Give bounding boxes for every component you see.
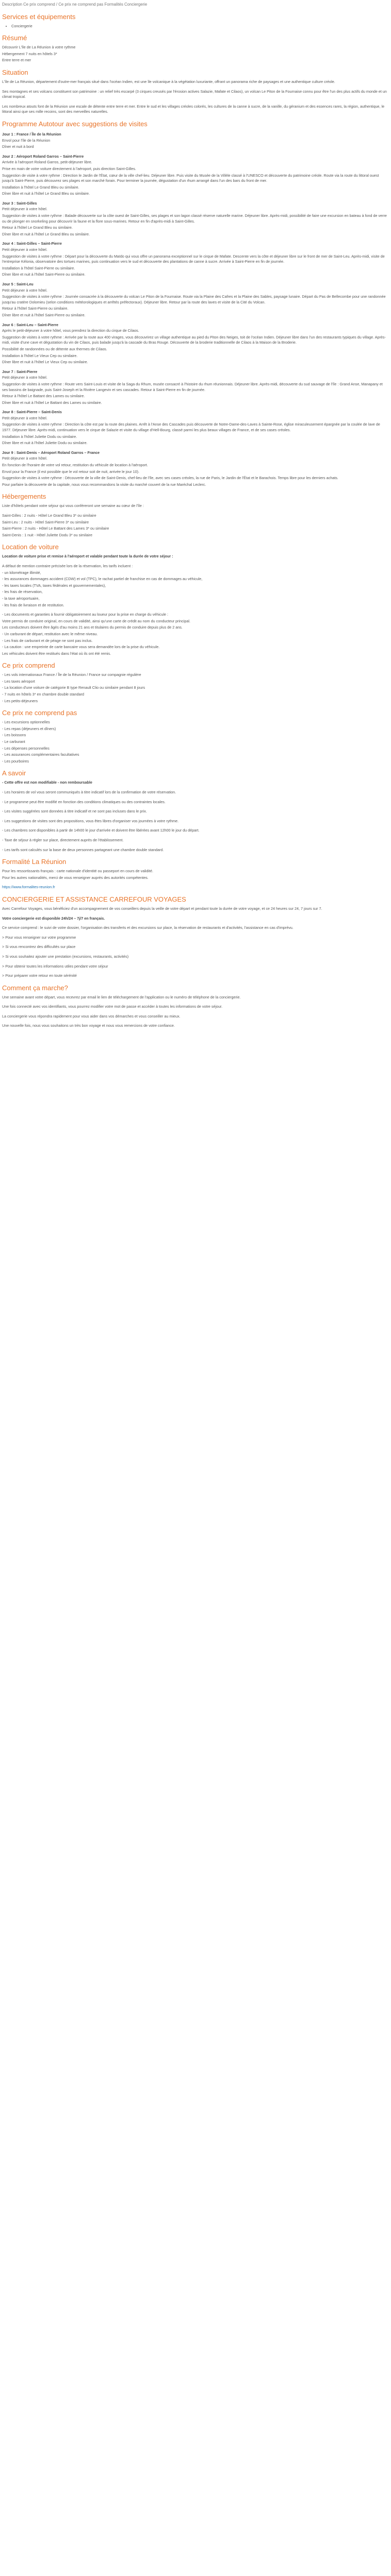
day-title: Jour 7 : Saint-Pierre [2, 369, 38, 374]
formalites-link[interactable]: https://www.formalites-reunion.fr [2, 885, 55, 890]
conciergerie-title: CONCIERGERIE ET ASSISTANCE CARREFOUR VOYAGES [2, 895, 186, 903]
conciergerie-line: Avec Carrefour Voyages, vous bénéficiez d'un accompagnement de vos conseillers depuis la veille de votre départ et pendant toute la durée de votre voyage, et ce 24 heures sur 24, 7 jours sur 7. [2, 906, 322, 911]
a-savoir-line: - Cette offre est non modifiable - non remboursable [2, 780, 92, 785]
a-savoir-line: - Les visites suggérées sont données à titre indicatif et ne sont pas incluses dans le prix. [2, 809, 147, 814]
day-title: Jour 6 : Saint-Leu – Saint-Pierre [2, 322, 59, 327]
day-title: Jour 5 : Saint-Leu [2, 282, 34, 286]
location-line: Votre permis de conduire original, en cours de validité, ainsi qu'une carte de crédit au nom du conducteur principal. [2, 618, 190, 623]
a-savoir-line: - Le programme peut être modifié en fonction des conditions climatiques ou des contraintes locales. [2, 799, 166, 804]
location-line: - les frais de réservation, [2, 589, 43, 595]
comment-line: Une semaine avant votre départ, vous recevrez par email le lien de téléchargement de l'application ou le numéro de téléphone de la conciergerie. [2, 994, 241, 999]
a-savoir-line: - Les chambres sont disponibles à partir de 14h00 le jour d'arrivée et doivent être libérées avant 12h00 le jour du départ. [2, 828, 200, 833]
comment-title: Comment ça marche? [2, 984, 68, 992]
situation-paragraph: Ses montagnes et ses volcans constituent son patrimoine : un relief très escarpé (3 cirques creusés par l'érosion actives Salazie, Mafate et Cilaos), un volcan Le Piton de la Fournaise connu pour être l'un des plus actifs du monde et un climat tropical. [2, 89, 387, 99]
prix-comprend-line: - Les petits-déjeuners [2, 698, 38, 703]
programme-day [2, 450, 389, 488]
hebergement-line: Saint-Pierre : 2 nuits - Hôtel Le Battant des Lames 3* ou similaire [2, 526, 109, 531]
location-line: - la taxe aéroportuaire, [2, 596, 40, 601]
day-line: Petit déjeuner à votre hôtel. [2, 375, 47, 380]
services-item: • Conciergerie [11, 24, 389, 29]
programme-day [2, 201, 389, 238]
day-line: Suggestion de visites à votre rythme : Arrivée par la route aux 400 virages, vous découvrirez un village authentique au pied du Piton des Neiges, toit de l'océan Indien. Déjeuner libre dans l'un des restaurants typiques du village. Après-midi, visite d'une cave et dégustation du vin de Cilaos, puis balade jusqu'à la cascade du Bras Rouge. Découverte de la broderie traditionnelle de Cilaos à la Maison de la Broderie. [2, 334, 386, 345]
prix-comprend-line: - La location d'une voiture de catégorie B type Renault Clio ou similaire pendant 8 jours [2, 685, 145, 690]
location-line: - Un carburant de départ, restitution avec le même niveau. [2, 631, 98, 636]
day-line: Envol pour l'île de la Réunion [2, 138, 51, 143]
prix-ne-comprend-title: Ce prix ne comprend pas [2, 709, 77, 717]
hebergement-line: Saint-Gilles : 2 nuits - Hôtel Le Grand Bleu 3* ou similaire [2, 513, 96, 518]
prix-comprend-title: Ce prix comprend [2, 662, 55, 670]
day-line: Dîner libre et nuit à l'hôtel Saint-Pierre ou similaire. [2, 272, 86, 277]
day-line: Possibilité de randonnées ou de détente aux thermes de Cilaos. [2, 346, 107, 351]
day-line: Pour parfaire la découverte de la capitale, nous vous recommandons la visite du marché couvert de la rue Maréchal Leclerc. [2, 482, 206, 487]
day-line: Dîner libre et nuit à l'hôtel Le Battant des Lames ou similaire. [2, 400, 102, 405]
location-line: - les assurances dommages accident (CDW) et vol (TPC), le rachat partiel de franchise en cas de dommages au véhicule, [2, 577, 203, 582]
resume-line: Hébergement 7 nuits en hôtels 3* [2, 51, 57, 56]
a-savoir-line: - Taxe de séjour à régler sur place, directement auprès de l'établissement. [2, 837, 124, 842]
day-title: Jour 2 : Aéroport Roland Garros – Saint-Pierre [2, 154, 84, 159]
resume-title: Résumé [2, 34, 27, 42]
programme-day [2, 323, 389, 365]
prix-ne-comprend-line: - Les boissons [2, 733, 26, 738]
conciergerie-line: > Pour obtenir toutes les informations utiles pendant votre séjour [2, 963, 108, 969]
programme-title: Programme Autotour avec suggestions de visites [2, 120, 148, 128]
location-line: - les frais de livraison et de restitution. [2, 602, 64, 607]
day-line: Petit déjeuner à votre hôtel. [2, 207, 47, 212]
a-savoir-title: A savoir [2, 769, 26, 777]
day-line: Retour à l'hôtel Saint-Pierre ou similaire. [2, 306, 69, 311]
day-line: Dîner libre et nuit à l'hôtel Juliette Dodu ou similaire. [2, 440, 88, 446]
conciergerie-line: > Si vous rencontrez des difficultés sur place [2, 944, 76, 950]
resume-line: Découvrir L'île de La Réunion à votre rythme [2, 45, 76, 50]
formalites-line: Pour les autres nationalités, merci de vous renseigner auprès des autorités compétentes. [2, 875, 149, 880]
services-title: Services et équipements [2, 12, 76, 21]
programme-day [2, 410, 389, 446]
prix-comprend-line: - 7 nuits en hôtels 3* en chambre double standard [2, 692, 85, 697]
day-line: Dîner libre et nuit à l'hôtel Le Grand Bleu ou similaire. [2, 191, 90, 196]
formalites-title: Formalité La Réunion [2, 858, 67, 866]
comment-line: Une nouvelle fois, nous vous souhaitons un très bon voyage et nous vous remercions de votre confiance. [2, 1023, 175, 1028]
day-line: Suggestion de visite à votre rythme : Direction le Jardin de l'État, cœur de la ville chef-lieu. Déjeuner libre. Puis visite du Musée de la Villèle classé à l'UNESCO et découverte du patrimoine créole. Route via la route du littoral ouest jusqu'à Saint-Pierre, puis découvrez ses plages et son marché forain. Pour terminer la journée, dégustation d'un rhum arrangé dans l'un des bars du front de mer. [2, 173, 379, 183]
day-line: Installation à l'hôtel Le Vieux Cep ou similaire. [2, 353, 78, 358]
prix-comprend-line: - Les vols internationaux France / Île de la Réunion / France sur compagnie régulière [2, 672, 141, 677]
location-title: Location de voiture [2, 543, 59, 551]
day-title: Jour 4 : Saint-Gilles – Saint-Pierre [2, 241, 62, 246]
day-line: Petit déjeuner à votre hôtel. [2, 287, 47, 293]
prix-ne-comprend-line: - Les dépenses personnelles [2, 745, 50, 751]
conciergerie-line: Ce service comprend : le suivi de votre dossier, l'organisation des transferts et des excursions sur place, la réservation de restaurants et d'activités, l'assistance en cas d'imprévu. [2, 925, 294, 930]
comment-line: La conciergerie vous répondra rapidement pour vous aider dans vos démarches et vous conseiller au mieux. [2, 1013, 181, 1019]
day-line: Retour à l'hôtel Le Grand Bleu ou similaire. [2, 225, 73, 230]
day-line: Arrivée à l'aéroport Roland Garros, petit-déjeuner libre. [2, 160, 92, 165]
day-line: Dîner libre et nuit à l'hôtel Le Grand Bleu ou similaire. [2, 231, 90, 236]
programme-day [2, 369, 389, 406]
a-savoir-line: - Les suggestions de visites sont des propositions, vous êtes libres d'organiser vos journées à votre rythme. [2, 818, 179, 823]
prix-ne-comprend-line: - Le carburant [2, 739, 25, 744]
resume-line: Entre terre et mer [2, 58, 31, 63]
location-line: - les taxes locales (TVA, taxes fédérales et gouvernementales), [2, 583, 106, 588]
prix-ne-comprend-line: - Les pourboires [2, 758, 29, 764]
day-line: Retour à l'hôtel Le Battant des Lames ou similaire. [2, 394, 85, 399]
programme-day [2, 241, 389, 278]
programme-day [2, 132, 389, 150]
day-line: Prise en main de votre voiture directement à l'aéroport, puis direction Saint-Gilles. [2, 166, 136, 171]
conciergerie-line: Votre conciergerie est disponible 24h/24 – 7j/7 en français. [2, 916, 105, 921]
comment-line: Une fois connecté avec vos identifiants, vous pourrez modifier votre mot de passe et accéder à toutes les informations de votre séjour. [2, 1004, 223, 1009]
hebergements-title: Hébergements [2, 493, 46, 501]
location-intro: Location de voiture prise et remise à l'aéroport et valable pendant toute la durée de votre séjour : [2, 554, 173, 559]
day-line: Après le petit-déjeuner à votre hôtel, vous prendrez la direction du cirque de Cilaos. [2, 328, 139, 333]
prix-ne-comprend-line: - Les repas (déjeuners et dîners) [2, 726, 56, 731]
conciergerie-line: > Si vous souhaitez ajouter une prestation (excursions, restaurants, activités) [2, 954, 129, 959]
services-list [11, 24, 389, 29]
formalites-line: Pour les ressortissants français : carte nationale d'identité ou passeport en cours de validité. [2, 869, 154, 874]
location-line: - Les frais de carburant et de péage ne sont pas inclus. [2, 638, 93, 643]
day-line: Suggestion de visites à votre rythme : Route vers Saint-Louis et visite de la Saga du Rhum, musée consacré à l'histoire du rhum réunionnais. Déjeuner libre. Après-midi, découverte du sud sauvage de l'île : Grand Anse, Manapany et ses bassins de baignade, puis Saint-Joseph et la Rivière Langevin et ses cascades. Retour à Saint-Pierre en fin de journée. [2, 381, 383, 392]
hebergement-line: Saint-Leu : 2 nuits - Hôtel Saint-Pierre 3* ou similaire [2, 519, 89, 524]
day-title: Jour 1 : France / Île de la Réunion [2, 131, 61, 137]
day-line: Installation à l'hôtel Saint-Pierre ou similaire. [2, 265, 75, 270]
day-line: Suggestion de visites à votre rythme : Découverte de la ville de Saint-Denis, chef-lieu de l'île, avec ses cases créoles, la rue de Paris, le Jardin de l'État et le Barachois. Temps libre pour les derniers achats. [2, 476, 338, 481]
situation-paragraph: L'île de La Réunion, département d'outre-mer français situé dans l'océan Indien, est une île volcanique à la végétation luxuriante, offrant un panorama riche de paysages et une authentique culture créole. [2, 79, 335, 84]
day-line: Suggestion de visites à votre rythme : Journée consacrée à la découverte du volcan Le Piton de la Fournaise. Route via la Plaine des Cafres et la Plaine des Sables, paysage lunaire. Départ du Pas de Bellecombe pour une randonnée jusqu'au cratère Dolomieu (selon conditions météorologiques et arrêtés préfectoraux). Déjeuner libre. Retour par la route des laves et visite de la Cité du Volcan. [2, 294, 386, 304]
prix-comprend-line: - Les taxes aéroport [2, 679, 35, 684]
prix-ne-comprend-line: - Les assurances complémentaires facultatives [2, 752, 79, 757]
prix-ne-comprend-line: - Les excursions optionnelles [2, 720, 50, 725]
day-line: Suggestion de visites à votre rythme : Départ pour la découverte du Maïdo qui vous offre un panorama exceptionnel sur le cirque de Mafate. Descente vers la côte et déjeuner libre sur le front de mer de Saint-Leu. Après-midi, visite de l'entreprise Kélonia, observatoire des tortues marines, puis continuation vers le sud et découverte des plantations de canne à sucre. Arrivée à Saint-Pierre en fin de journée. [2, 253, 385, 264]
day-title: Jour 8 : Saint-Pierre – Saint-Denis [2, 410, 62, 415]
location-line: - un kilométrage illimité, [2, 570, 41, 575]
a-savoir-line: - Les tarifs sont calculés sur la base de deux personnes partageant une chambre double standard. [2, 847, 164, 852]
day-line: Petit déjeuner à votre hôtel. [2, 247, 47, 252]
day-line: Envol pour la France (il est possible que le vol retour soit de nuit, arrivée le jour 10). [2, 469, 140, 474]
location-line: Les conducteurs doivent être âgés d'au moins 21 ans et titulaires du permis de conduire depuis plus de 2 ans. [2, 625, 183, 630]
a-savoir-line: - Les horaires de vol vous seront communiqués à titre indicatif lors de la confirmation de votre réservation. [2, 790, 176, 794]
conciergerie-line: > Pour préparer votre retour en toute sérénité [2, 973, 77, 978]
day-line: Dîner et nuit à bord [2, 144, 34, 149]
day-line: Dîner libre et nuit à l'hôtel Saint-Pierre ou similaire. [2, 312, 86, 317]
hebergements-intro: Liste d'hôtels pendant votre séjour qui vous conféreront une semaine au cœur de l'île : [2, 503, 144, 509]
day-line: Dîner libre et nuit à l'hôtel Le Vieux Cep ou similaire. [2, 360, 88, 365]
situation-paragraph: Les nombreux atouts font de la Réunion une escale de détente entre terre et mer. Entre le sud et les villages créoles colorés, les cultures de la canne à sucre, de la vanille, du géranium et des essences rares, la région, authentique, le littoral ainsi que ses mille recoins, sont des merveilles naturelles. [2, 104, 385, 114]
programme-day [2, 282, 389, 318]
location-line: Les véhicules doivent être restitués dans l'état où ils ont été remis. [2, 651, 111, 656]
day-line: Suggestion de visites à votre rythme : Balade découverte sur la côte ouest de Saint-Gilles, ses plages et son lagon classé réserve naturelle marine. Déjeuner libre. Après-midi, possibilité de faire une excursion en bateau à fond de verre ou de plonger en snorkeling pour découvrir la faune et la flore sous-marines. Retour en fin d'après-midi à Saint-Gilles. [2, 213, 387, 224]
day-line: Installation à l'hôtel Le Grand Bleu ou similaire. [2, 184, 79, 190]
day-line: Petit déjeuner à votre hôtel. [2, 456, 47, 461]
day-title: Jour 3 : Saint-Gilles [2, 200, 37, 206]
conciergerie-line: > Pour vous renseigner sur votre programme [2, 935, 76, 940]
hebergement-line: Saint-Denis : 1 nuit - Hôtel Juliette Dodu 3* ou similaire [2, 532, 92, 537]
situation-title: Situation [2, 68, 28, 76]
day-line: Installation à l'hôtel Juliette Dodu ou similaire. [2, 434, 77, 439]
day-line: Suggestion de visites à votre rythme : Direction la côte est par la route des plaines. Arrêt à l'Anse des Cascades puis découverte de Notre-Dame-des-Laves à Sainte-Rose, église miraculeusement épargnée par la coulée de lave de 1977. Déjeuner libre. Après-midi, continuation vers le cirque de Salazie et visite du village d'Hell-Bourg, classé parmi les plus beaux villages de France, et de ses cases créoles. [2, 422, 380, 433]
day-line: Petit déjeuner à votre hôtel. [2, 415, 47, 420]
location-line: A défaut de mention contraire précisée lors de la réservation, les tarifs incluent : [2, 563, 133, 568]
location-line: - La caution : une empreinte de carte bancaire vous sera demandée lors de la prise du véhicule. [2, 645, 160, 650]
location-line: - Les documents et garanties à fournir obligatoirement au loueur pour la prise en charge du véhicule : [2, 612, 169, 617]
day-title: Jour 9 : Saint-Denis – Aéroport Roland Garros – France [2, 450, 100, 455]
day-line: En fonction de l'horaire de votre vol retour, restitution du véhicule de location à l'aéroport. [2, 463, 148, 468]
programme-day [2, 154, 389, 197]
promo-text: Description Ce prix comprend / Ce prix ne comprend pas Formalités Conciergerie [2, 2, 148, 7]
